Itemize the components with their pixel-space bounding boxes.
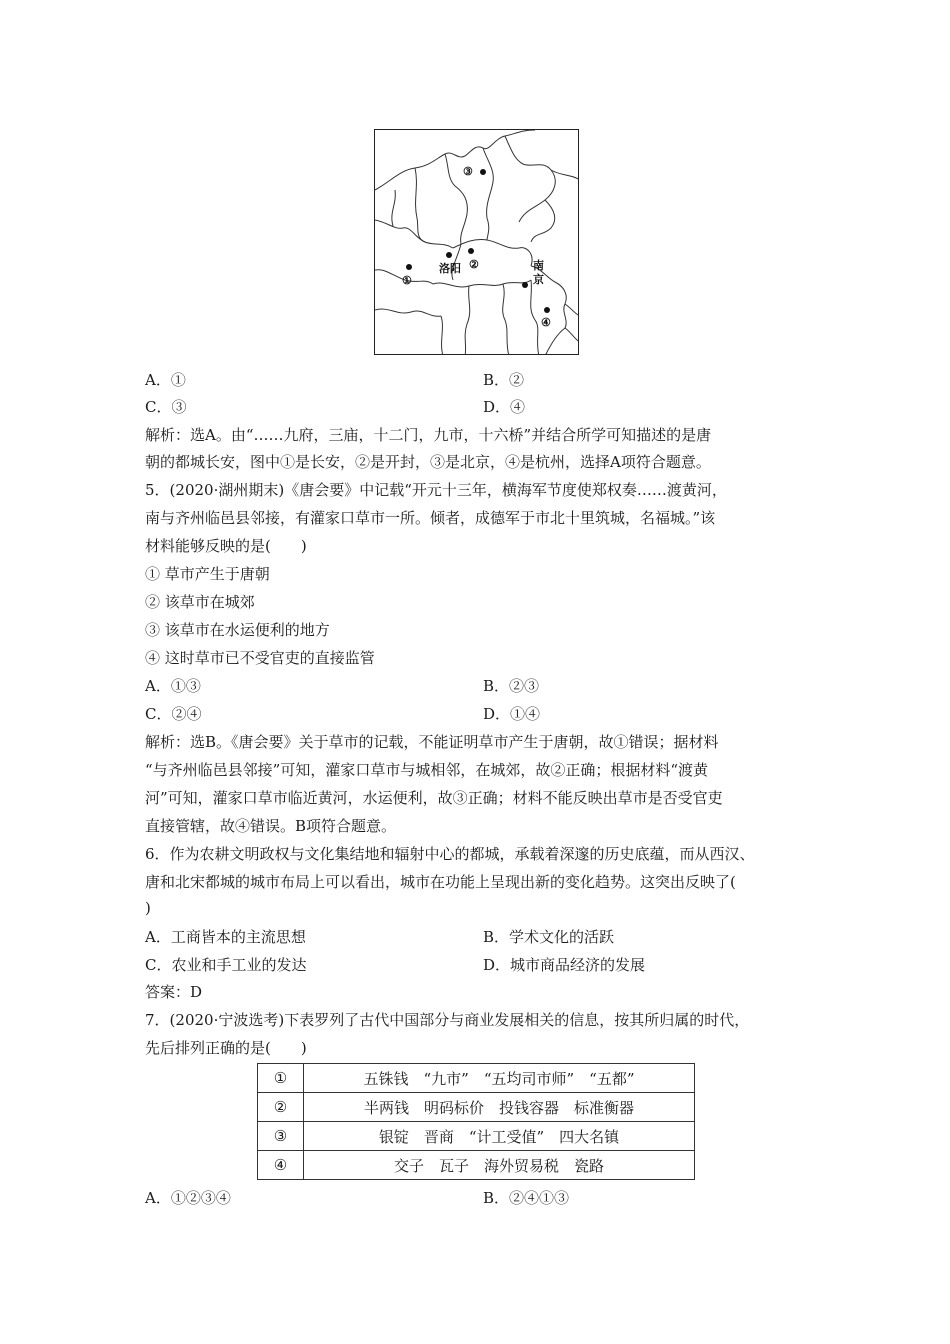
table-row	[258, 1093, 695, 1122]
city-marker-2	[468, 248, 474, 254]
table-cell-num: ③	[258, 1122, 304, 1151]
q6-option-a: A．工商皆本的主流思想	[145, 928, 306, 946]
q5-item: ④ 这时草市已不受官吏的直接监管	[145, 649, 375, 667]
q4-option-d: D．④	[483, 398, 526, 416]
map-figure	[374, 129, 579, 355]
map-boundary	[545, 328, 565, 355]
table-cell-content: 交子 瓦子 海外贸易税 瓷路	[304, 1151, 695, 1180]
table-row	[258, 1064, 695, 1093]
map-boundary	[375, 220, 453, 248]
q4-option-b: B．②	[483, 371, 525, 389]
q4-analysis-line: 解析：选A。由“……九府，三庙，十二门，九市，十六桥”并结合所学可知描述的是唐	[145, 426, 712, 444]
map-boundary	[453, 239, 532, 266]
q5-stem-line: 南与齐州临邑县邻接，有灌家口草市一所。倾者，成德军于市北十里筑城，名福城。”该	[145, 509, 716, 527]
table-cell-num: ④	[258, 1151, 304, 1180]
q5-item: ② 该草市在城郊	[145, 593, 255, 611]
map-boundary	[375, 309, 441, 316]
map-label-3: ③	[463, 165, 473, 178]
q5-option-d: D．①④	[483, 705, 541, 723]
q6-answer: 答案：D	[145, 983, 203, 1001]
q6-stem-line: 唐和北宋都城的城市布局上可以看出，城市在功能上呈现出新的变化趋势。这突出反映了(	[145, 873, 736, 891]
map-boundary	[433, 280, 531, 287]
table-cell-num: ①	[258, 1064, 304, 1093]
table-row	[258, 1151, 695, 1180]
q5-stem-line: 材料能够反映的是( )	[145, 537, 307, 555]
map-label-nanjing-1: 南	[533, 259, 544, 272]
q7-stem-line: 先后排列正确的是( )	[145, 1039, 307, 1057]
q5-item: ① 草市产生于唐朝	[145, 565, 270, 583]
q7-option-a: A．①②③④	[145, 1189, 231, 1207]
table-row	[258, 1122, 695, 1151]
q4-option-a: A．①	[145, 371, 186, 389]
q5-option-a: A．①③	[145, 677, 201, 695]
map-svg	[375, 130, 579, 355]
q5-option-c: C．②④	[145, 705, 202, 723]
q7-stem-line: 7．(2020·宁波选考)下表罗列了古代中国部分与商业发展相关的信息，按其所归属的时代，	[145, 1011, 750, 1029]
q5-stem-line: 5．(2020·湖州期末)《唐会要》中记载“开元十三年，横海军节度使郑权奏……渡黄河，	[145, 481, 727, 499]
table-cell-num: ②	[258, 1093, 304, 1122]
city-marker-1	[406, 264, 412, 270]
table-cell-content: 半两钱 明码标价 投钱容器 标准衡器	[304, 1093, 695, 1122]
city-marker-3	[480, 169, 486, 175]
map-coast	[505, 136, 555, 222]
q5-analysis-line: 解析：选B。《唐会要》关于草市的记载，不能证明草市产生于唐朝，故①错误；据材料	[145, 733, 719, 751]
city-marker-nanjing	[522, 282, 528, 288]
map-label-nanjing-2: 京	[533, 273, 544, 286]
map-boundary	[503, 284, 509, 355]
city-marker-4	[544, 307, 550, 313]
map-label-luoyang: 洛阳	[439, 262, 461, 275]
q5-analysis-line: 河”可知，灌家口草市临近黄河，水运便利，故③正确；材料不能反映出草市是否受官吏	[145, 789, 723, 807]
map-boundary	[415, 168, 425, 242]
q6-option-b: B．学术文化的活跃	[483, 928, 615, 946]
q6-stem-line: 6．作为农耕文明政权与文化集结地和辐射中心的都城，承载着深邃的历史底蕴，而从西汉、	[145, 845, 755, 863]
q6-option-c: C．农业和手工业的发达	[145, 956, 307, 974]
map-boundary	[487, 218, 489, 240]
q5-option-b: B．②③	[483, 677, 540, 695]
q6-option-d: D．城市商品经济的发展	[483, 956, 646, 974]
map-boundary	[392, 190, 395, 226]
city-marker-luoyang	[446, 252, 452, 258]
q6-stem-line: )	[145, 899, 151, 917]
map-boundary	[531, 280, 539, 355]
q5-analysis-line: “与齐州临邑县邻接”可知，灌家口草市与城相邻，在城郊，故②正确；根据材料“渡黄	[145, 761, 709, 779]
map-boundary	[441, 316, 443, 355]
map-boundary	[483, 148, 493, 218]
map-coast	[565, 304, 579, 316]
table-cell-content: 银锭 晋商 “计工受值” 四大名镇	[304, 1122, 695, 1151]
map-boundary	[465, 286, 470, 355]
map-boundary	[375, 130, 535, 190]
map-label-1: ①	[402, 274, 412, 287]
map-label-4: ④	[541, 316, 551, 329]
map-coast	[565, 328, 579, 342]
map-coast	[531, 200, 555, 242]
q4-analysis-line: 朝的都城长安，图中①是长安，②是开封，③是北京，④是杭州，选择A项符合题意。	[145, 453, 711, 471]
q7-info-table	[257, 1063, 695, 1180]
q7-option-b: B．②④①③	[483, 1189, 570, 1207]
q5-analysis-line: 直接管辖，故④错误。B项符合题意。	[145, 817, 397, 835]
q5-item: ③ 该草市在水运便利的地方	[145, 621, 330, 639]
table-cell-content: 五铢钱 “九市” “五均司市师” “五都”	[304, 1064, 695, 1093]
q4-option-c: C．③	[145, 398, 187, 416]
map-label-2: ②	[469, 258, 479, 271]
